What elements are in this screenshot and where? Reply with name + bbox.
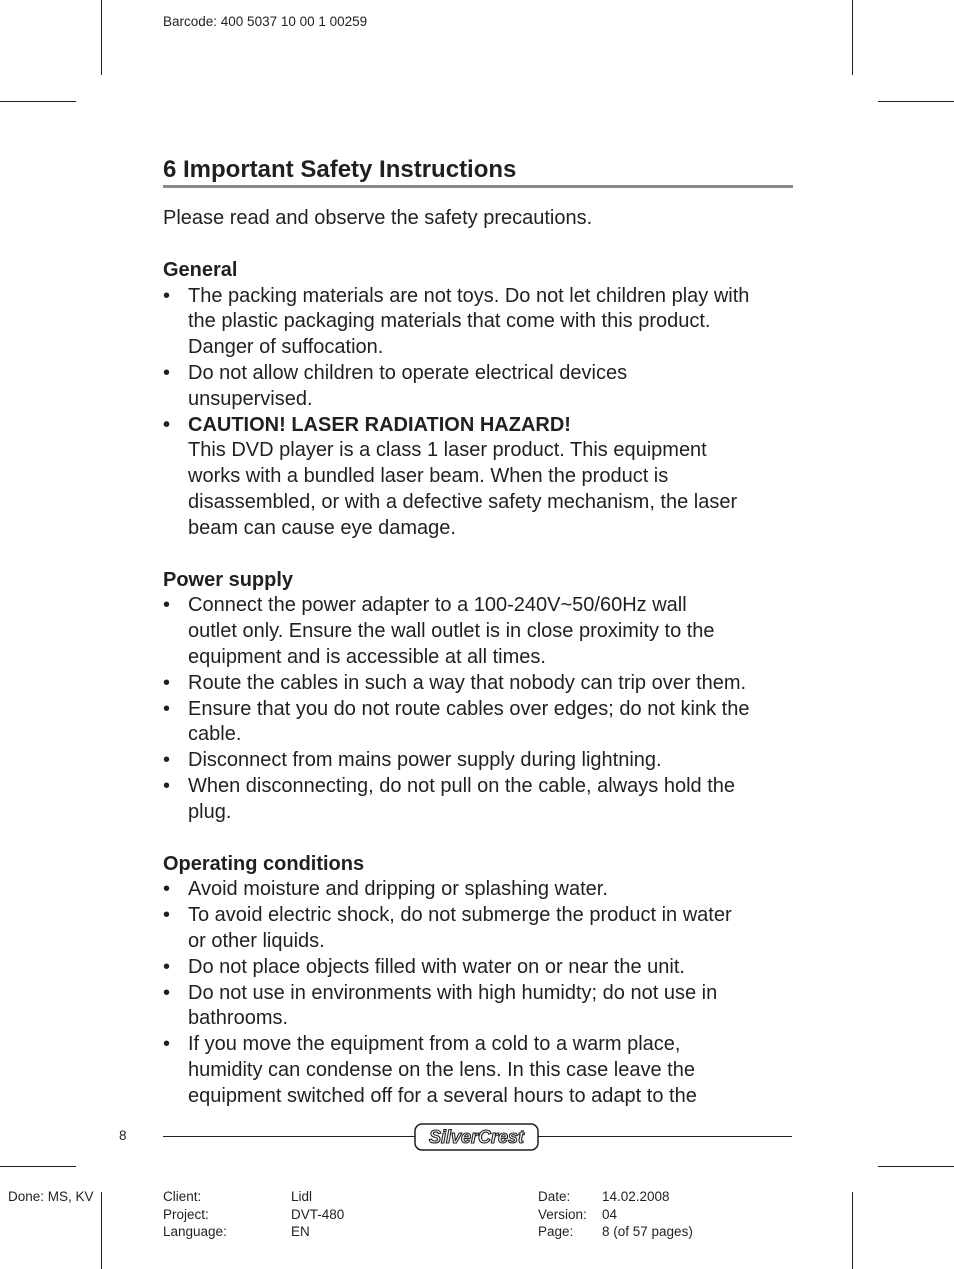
list-item bbox=[163, 671, 793, 697]
bullet-mark: • bbox=[163, 413, 171, 436]
section-heading: Operating conditions bbox=[163, 852, 365, 875]
list-item bbox=[163, 774, 793, 826]
page-value: 8 (of 57 pages) bbox=[602, 1224, 693, 1239]
language-label: Language: bbox=[163, 1224, 227, 1239]
list-item-line: If you move the equipment from a cold to a warm place, bbox=[188, 1033, 681, 1056]
main-content bbox=[163, 155, 793, 1110]
section-heading: Power supply bbox=[163, 568, 294, 591]
list-item bbox=[163, 593, 793, 670]
list-item bbox=[163, 877, 793, 903]
bullet-mark: • bbox=[163, 671, 171, 694]
version-label: Version: bbox=[538, 1207, 587, 1222]
crop-mark bbox=[0, 1166, 76, 1167]
list-item bbox=[163, 981, 793, 1033]
bullet-mark: • bbox=[163, 1033, 171, 1056]
list-item-line: equipment switched off for a several hours to adapt to the bbox=[188, 1084, 697, 1107]
bullet-mark: • bbox=[163, 594, 171, 617]
list-item-line: or other liquids. bbox=[188, 929, 325, 952]
list-item-line: bathrooms. bbox=[188, 1007, 289, 1030]
bullet-list bbox=[163, 593, 793, 825]
page-title: 6 Important Safety Instructions bbox=[163, 156, 517, 183]
list-item-line: disassembled, or with a defective safety mechanism, the laser bbox=[188, 490, 738, 513]
bullet-mark: • bbox=[163, 955, 171, 978]
list-item-line: When disconnecting, do not pull on the cable, always hold the bbox=[188, 774, 736, 797]
page-number: 8 bbox=[119, 1128, 127, 1143]
list-item-line: Do not place objects filled with water on or near the unit. bbox=[188, 955, 685, 978]
list-item-line: Do not allow children to operate electrical devices bbox=[188, 361, 628, 384]
bullet-list bbox=[163, 877, 793, 1109]
list-item bbox=[163, 284, 793, 361]
crop-mark bbox=[878, 1166, 954, 1167]
list-item bbox=[163, 361, 793, 413]
bullet-mark: • bbox=[163, 904, 171, 927]
list-item bbox=[163, 955, 793, 981]
client-value: Lidl bbox=[291, 1189, 313, 1204]
done-by: Done: MS, KV bbox=[8, 1189, 94, 1204]
list-item-line: the plastic packaging materials that come with this product. bbox=[188, 310, 711, 333]
list-item-line: Disconnect from mains power supply during lightning. bbox=[188, 749, 662, 772]
list-item-line: plug. bbox=[188, 800, 232, 823]
list-item-line: Do not use in environments with high humidty; do not use in bbox=[188, 981, 718, 1004]
bullet-mark: • bbox=[163, 774, 171, 797]
silvercrest-logo bbox=[414, 1123, 539, 1151]
list-item bbox=[163, 697, 793, 749]
list-item-line: outlet only. Ensure the wall outlet is in close proximity to the bbox=[188, 620, 715, 643]
project-label: Project: bbox=[163, 1207, 209, 1222]
list-item bbox=[163, 903, 793, 955]
list-item-line: works with a bundled laser beam. When the product is bbox=[188, 465, 669, 488]
version-value: 04 bbox=[602, 1207, 618, 1222]
crop-mark bbox=[878, 101, 954, 102]
list-item-line: Avoid moisture and dripping or splashing water. bbox=[188, 878, 608, 901]
intro-text: Please read and observe the safety precautions. bbox=[163, 207, 593, 229]
barcode-text: Barcode: 400 5037 10 00 1 00259 bbox=[163, 14, 368, 29]
page-label: Page: bbox=[538, 1224, 574, 1239]
project-value: DVT-480 bbox=[291, 1207, 345, 1222]
sections bbox=[163, 258, 793, 1110]
list-item-line: The packing materials are not toys. Do not let children play with bbox=[188, 284, 750, 307]
bullet-mark: • bbox=[163, 981, 171, 1004]
crop-mark bbox=[101, 1192, 102, 1269]
bullet-list bbox=[163, 284, 793, 542]
title-underline bbox=[163, 185, 793, 188]
crop-mark bbox=[101, 0, 102, 75]
bullet-mark: • bbox=[163, 697, 171, 720]
list-item-line: unsupervised. bbox=[188, 387, 313, 410]
section-heading: General bbox=[163, 258, 238, 281]
list-item-line: CAUTION! LASER RADIATION HAZARD! bbox=[188, 413, 571, 436]
date-label: Date: bbox=[538, 1189, 571, 1204]
footer-rule-left bbox=[163, 1136, 415, 1137]
list-item bbox=[163, 748, 793, 774]
crop-mark bbox=[0, 101, 76, 102]
list-item-line: Ensure that you do not route cables over edges; do not kink the bbox=[188, 697, 750, 720]
list-item-line: This DVD player is a class 1 laser product. This equipment bbox=[188, 439, 707, 462]
list-item-line: Route the cables in such a way that nobody can trip over them. bbox=[188, 671, 747, 694]
bullet-mark: • bbox=[163, 284, 171, 307]
bullet-mark: • bbox=[163, 749, 171, 772]
list-item-line: Connect the power adapter to a 100-240V~50/60Hz wall bbox=[188, 594, 687, 617]
list-item-line: equipment and is accessible at all times. bbox=[188, 645, 546, 668]
crop-mark bbox=[852, 0, 853, 75]
list-item bbox=[163, 1032, 793, 1109]
list-item-line: cable. bbox=[188, 723, 242, 746]
list-item-line: humidity can condense on the lens. In this case leave the bbox=[188, 1058, 695, 1081]
client-label: Client: bbox=[163, 1189, 202, 1204]
list-item-line: To avoid electric shock, do not submerge the product in water bbox=[188, 904, 732, 927]
bullet-mark: • bbox=[163, 878, 171, 901]
logo-text: SilverCrest bbox=[428, 1127, 525, 1147]
date-value: 14.02.2008 bbox=[602, 1189, 670, 1204]
bullet-mark: • bbox=[163, 361, 171, 384]
crop-mark bbox=[852, 1192, 853, 1269]
list-item bbox=[163, 413, 793, 542]
list-item-line: beam can cause eye damage. bbox=[188, 516, 456, 539]
footer-rule-right bbox=[538, 1136, 792, 1137]
list-item-line: Danger of suffocation. bbox=[188, 336, 384, 359]
language-value: EN bbox=[291, 1224, 310, 1239]
